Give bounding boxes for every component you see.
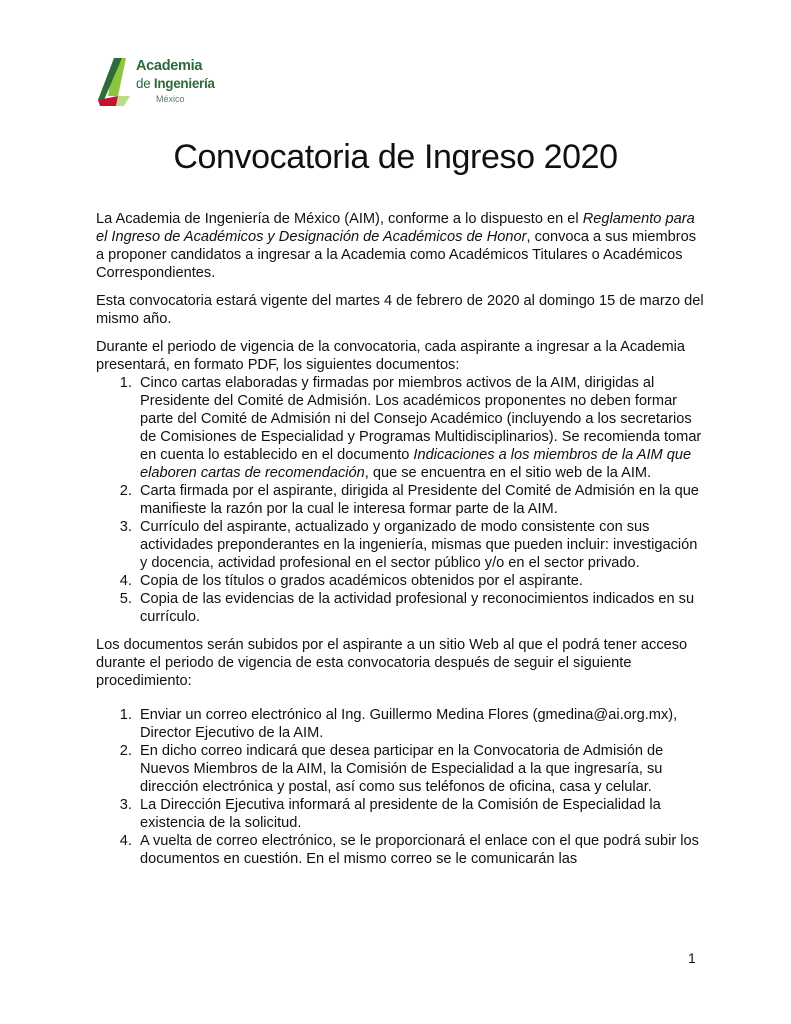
list-item: 1. Cinco cartas elaboradas y firmadas por miembros activos de la AIM, dirigidas al Presidente del Comité de Admisión. Los académicos proponentes no deben formar parte del Comité de Admisión ni del Consejo Académico (incluyendo a los secretarios de Comisiones de Especialidad y Programas Multidisciplinarios). Se recomienda tomar en cuenta lo establecido en el documento Indicaciones a los miembros de la AIM que elaboren cartas de recomendación, que se encuentra en el sitio web de la AIM. <box>136 374 708 482</box>
logo-line1: Academia <box>136 58 203 74</box>
list-item: 2. Carta firmada por el aspirante, dirigida al Presidente del Comité de Admisión en la que manifieste la razón por la cual le interesa formar parte de la AIM. <box>136 482 708 518</box>
aim-logo <box>96 56 216 112</box>
procedure-list <box>96 706 708 868</box>
list-item: 4. Copia de los títulos o grados académicos obtenidos por el aspirante. <box>136 572 708 590</box>
list-item: 2. En dicho correo indicará que desea participar en la Convocatoria de Admisión de Nuevos Miembros de la AIM, la Comisión de Especialidad a la que ingresaría, su dirección electrónica y postal, así como sus teléfonos de oficina, casa y celular. <box>136 742 708 796</box>
page-number: 1 <box>688 950 696 966</box>
upload-intro-paragraph: Los documentos serán subidos por el aspirante a un sitio Web al que el podrá tener acceso durante el periodo de vigencia de esta convocatoria después de seguir el siguiente procedimiento: <box>96 637 688 689</box>
docs-intro-paragraph: Durante el periodo de vigencia de la convocatoria, cada aspirante a ingresar a la Academia presentará, en formato PDF, los siguientes documentos: <box>96 339 685 373</box>
document-body <box>96 210 708 878</box>
vigencia-paragraph: Esta convocatoria estará vigente del martes 4 de febrero de 2020 al domingo 15 de marzo del mismo año. <box>96 293 704 327</box>
list-item: 3. La Dirección Ejecutiva informará al presidente de la Comisión de Especialidad la existencia de la solicitud. <box>136 796 708 832</box>
documents-list <box>96 374 708 626</box>
list-item: 3. Currículo del aspirante, actualizado y organizado de modo consistente con sus actividades preponderantes en la ingeniería, mismas que pueden incluir: investigación y docencia, actividad profesional en el sector público y/o en el sector privado. <box>136 518 708 572</box>
list-item: 4. A vuelta de correo electrónico, se le proporcionará el enlace con el que podrá subir los documentos en cuestión. En el mismo correo se le comunicarán las <box>136 832 708 868</box>
list-item: 5. Copia de las evidencias de la actividad profesional y reconocimientos indicados en su currículo. <box>136 590 708 626</box>
logo-line2: de Ingeniería <box>136 76 215 91</box>
intro-paragraph: La Academia de Ingeniería de México (AIM), conforme a lo dispuesto en el Reglamento para el Ingreso de Académicos y Designación de Académicos de Honor, convoca a sus miembros a proponer candidatos a ingresar a la Academia como Académicos Titulares o Académicos Correspondientes. <box>96 211 697 281</box>
aim-logo-mark-icon <box>96 56 136 108</box>
logo-line3: México <box>156 94 185 104</box>
page-title: Convocatoria de Ingreso 2020 <box>173 138 618 176</box>
list-item: 1. Enviar un correo electrónico al Ing. Guillermo Medina Flores (gmedina@ai.org.mx), Director Ejecutivo de la AIM. <box>136 706 708 742</box>
